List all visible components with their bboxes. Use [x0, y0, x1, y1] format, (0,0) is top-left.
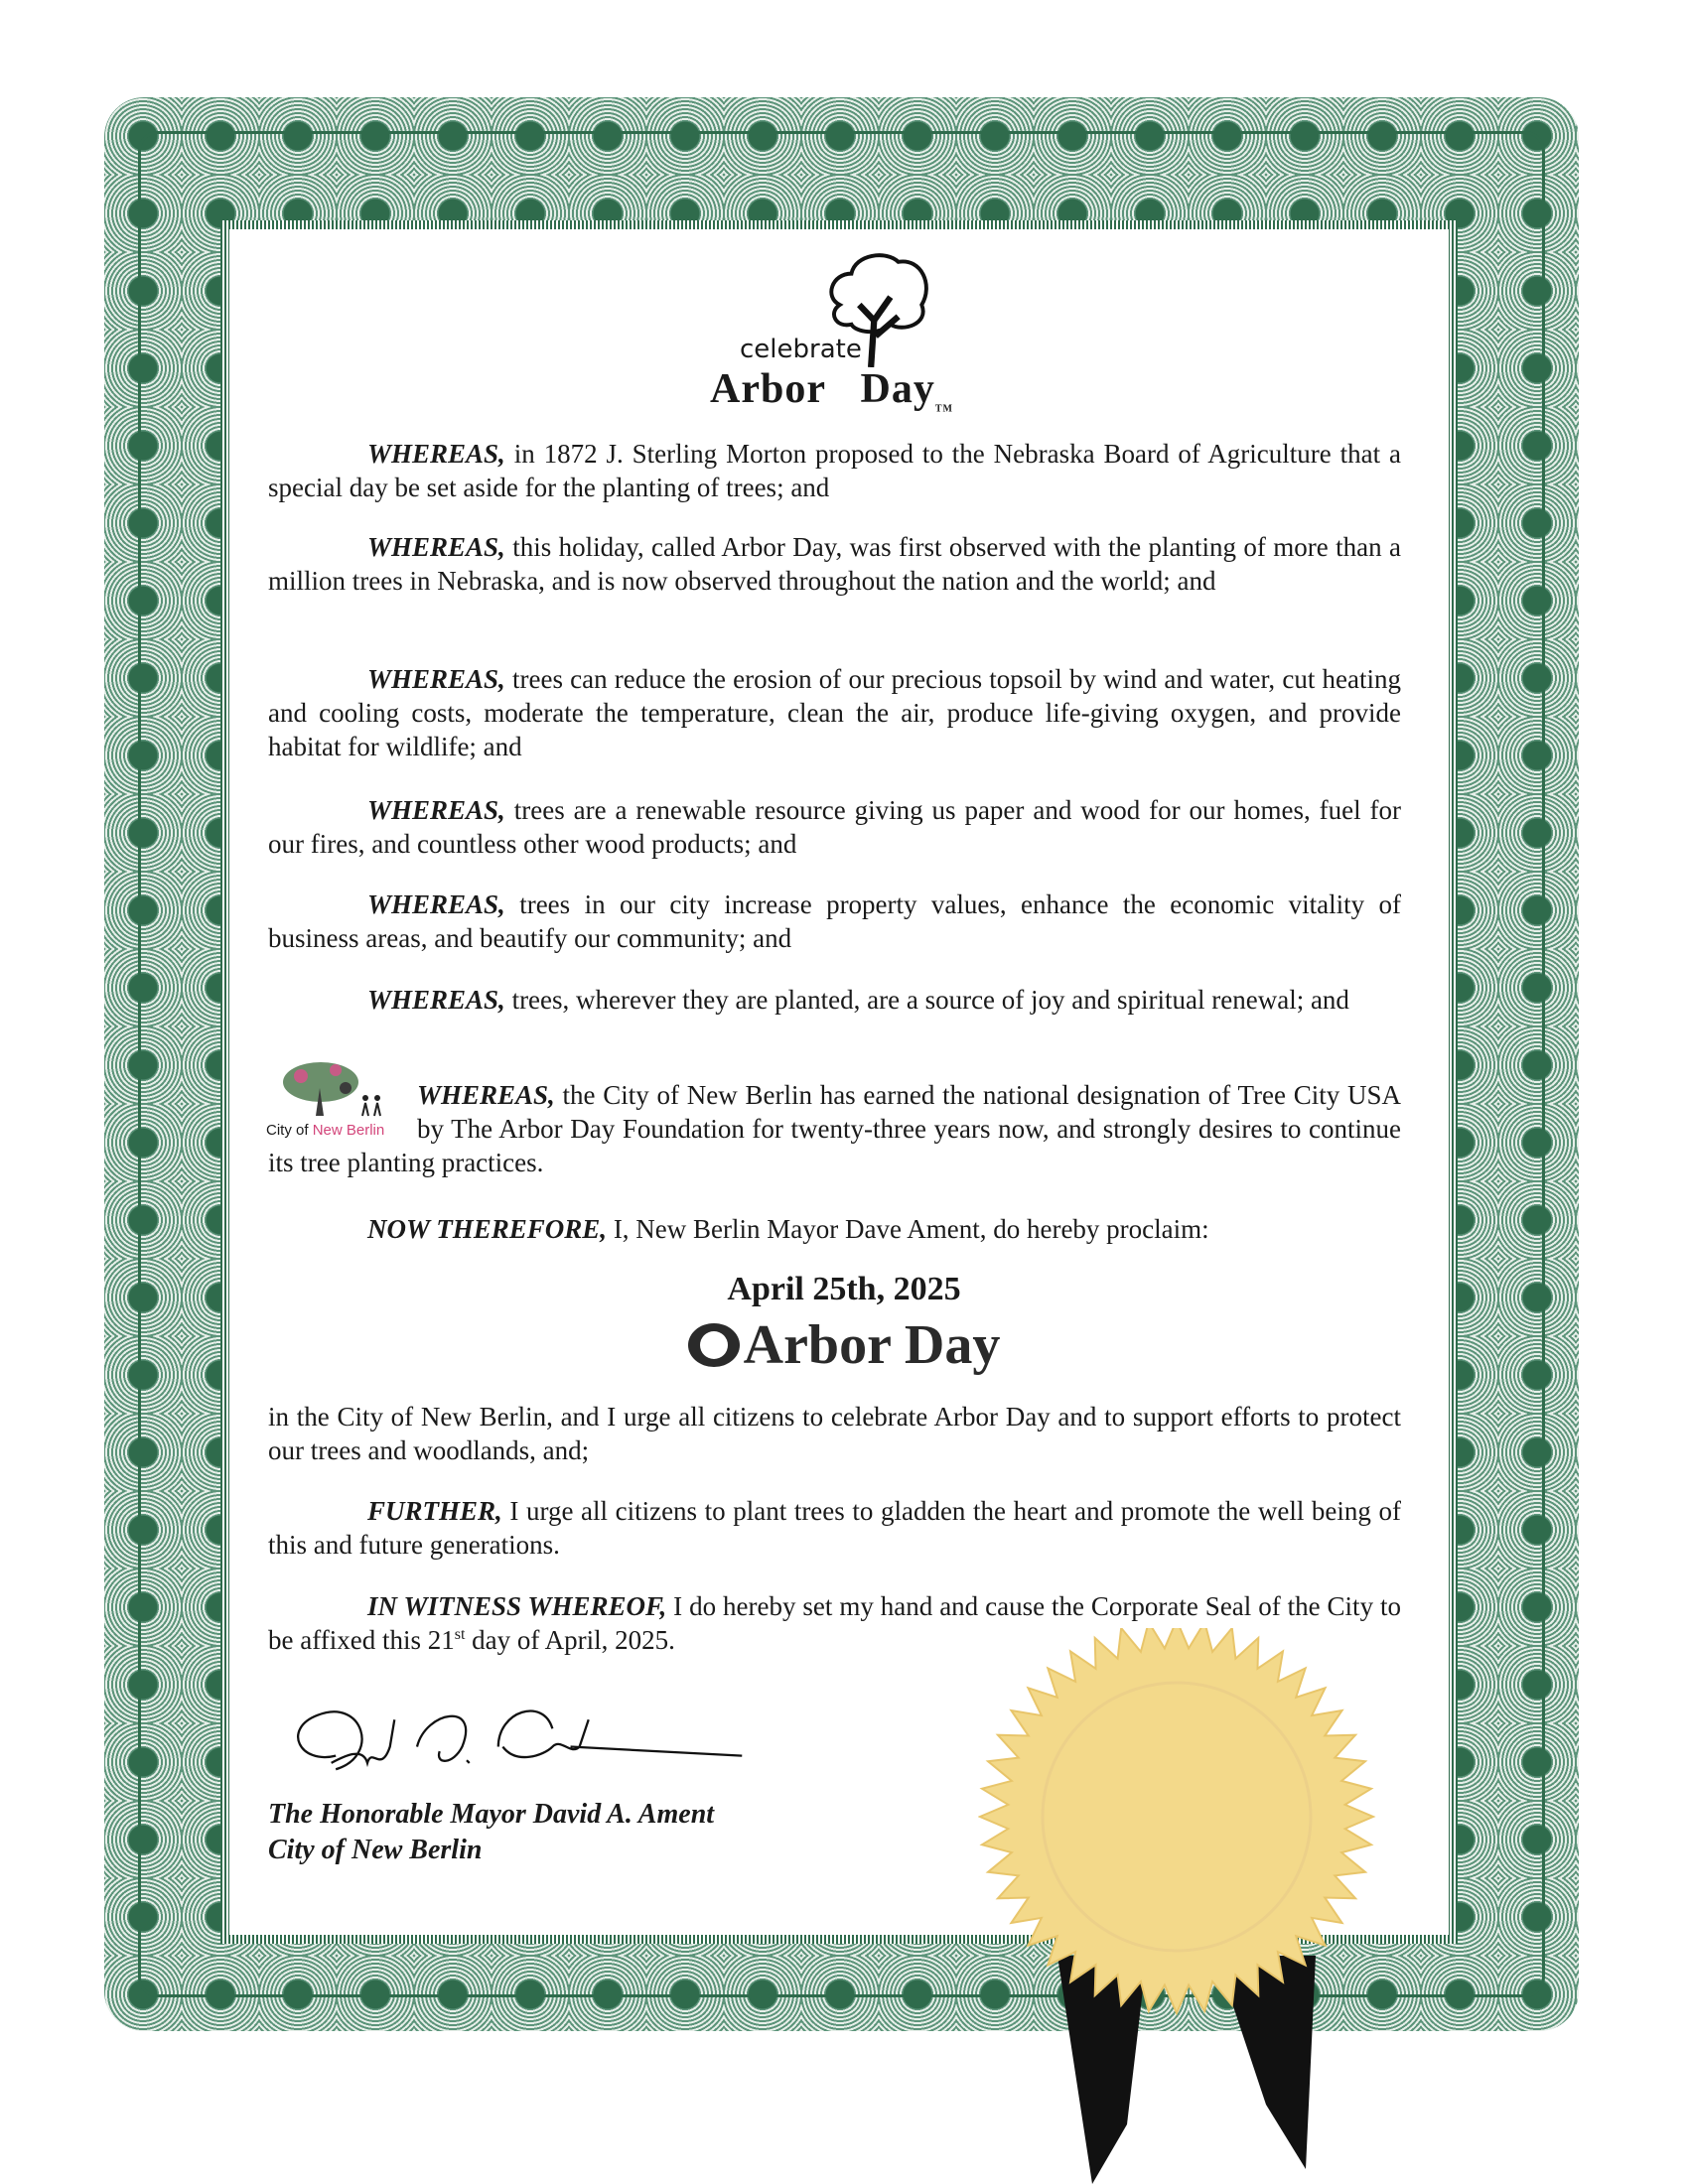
whereas-paragraph: WHEREAS, in 1872 J. Sterling Morton proposed to the Nebraska Board of Agriculture that a special day be set aside for the planting of trees; and	[268, 439, 1401, 502]
celebrate-arbor-day-logo: celebrate Arbor Day$_{TM}$	[710, 250, 968, 414]
seal-starburst	[980, 1628, 1373, 2013]
mayor-organization: City of New Berlin	[268, 1835, 483, 1865]
whereas-paragraph: WHEREAS, this holiday, called Arbor Day, was first observed with the planting of more than a million trees in Nebraska, and is now observed throughout the nation and the world; and	[268, 532, 1401, 596]
whereas-paragraph: WHEREAS, trees in our city increase property values, enhance the economic vitality of business areas, and beautify our community; and	[268, 889, 1401, 953]
whereas-paragraph: WHEREAS, the City of New Berlin has earned the national designation of Tree City USA by The Arbor Day Foundation for twenty-three years now, and strongly desires to continue its tree planting practices.	[268, 1080, 1401, 1177]
whereas-paragraph: WHEREAS, trees can reduce the erosion of our precious topsoil by wind and water, cut heating and cooling costs, moderate the temperature, clean the air, produce life-giving oxygen, and provide habitat for wildlife; and	[268, 664, 1401, 761]
urge-paragraph: in the City of New Berlin, and I urge all citizens to celebrate Arbor Day and to support efforts to protect our trees and woodlands, and;	[268, 1402, 1401, 1465]
whereas-paragraph: WHEREAS, trees are a renewable resource giving us paper and wood for our homes, fuel for our fires, and countless other wood products; and	[268, 795, 1401, 859]
witness-paragraph: IN WITNESS WHEREOF, I do hereby set my hand and cause the Corporate Seal of the City to be affixed this 21st day of April, 2025.	[268, 1591, 1401, 1655]
whereas-paragraph: WHEREAS, trees, wherever they are planted, are a source of joy and spiritual renewal; and	[367, 985, 1349, 1015]
event-date: April 25th, 2025	[727, 1271, 961, 1307]
mayor-signature	[258, 1693, 774, 1792]
further-paragraph: FURTHER, I urge all citizens to plant trees to gladden the heart and promote the well being of this and future generations.	[268, 1496, 1401, 1560]
city-tree-icon	[266, 1058, 395, 1120]
gold-seal	[978, 1628, 1395, 2184]
event-title: Arbor Day	[0, 1314, 1688, 1376]
mayor-title: The Honorable Mayor David A. Ament	[268, 1799, 715, 1830]
proclamation-line: NOW THEREFORE, I, New Berlin Mayor Dave Ament, do hereby proclaim:	[367, 1214, 1209, 1244]
city-of-new-berlin-logo: City of New Berlin	[266, 1058, 405, 1142]
arbor-day-emblem-icon	[688, 1323, 740, 1367]
